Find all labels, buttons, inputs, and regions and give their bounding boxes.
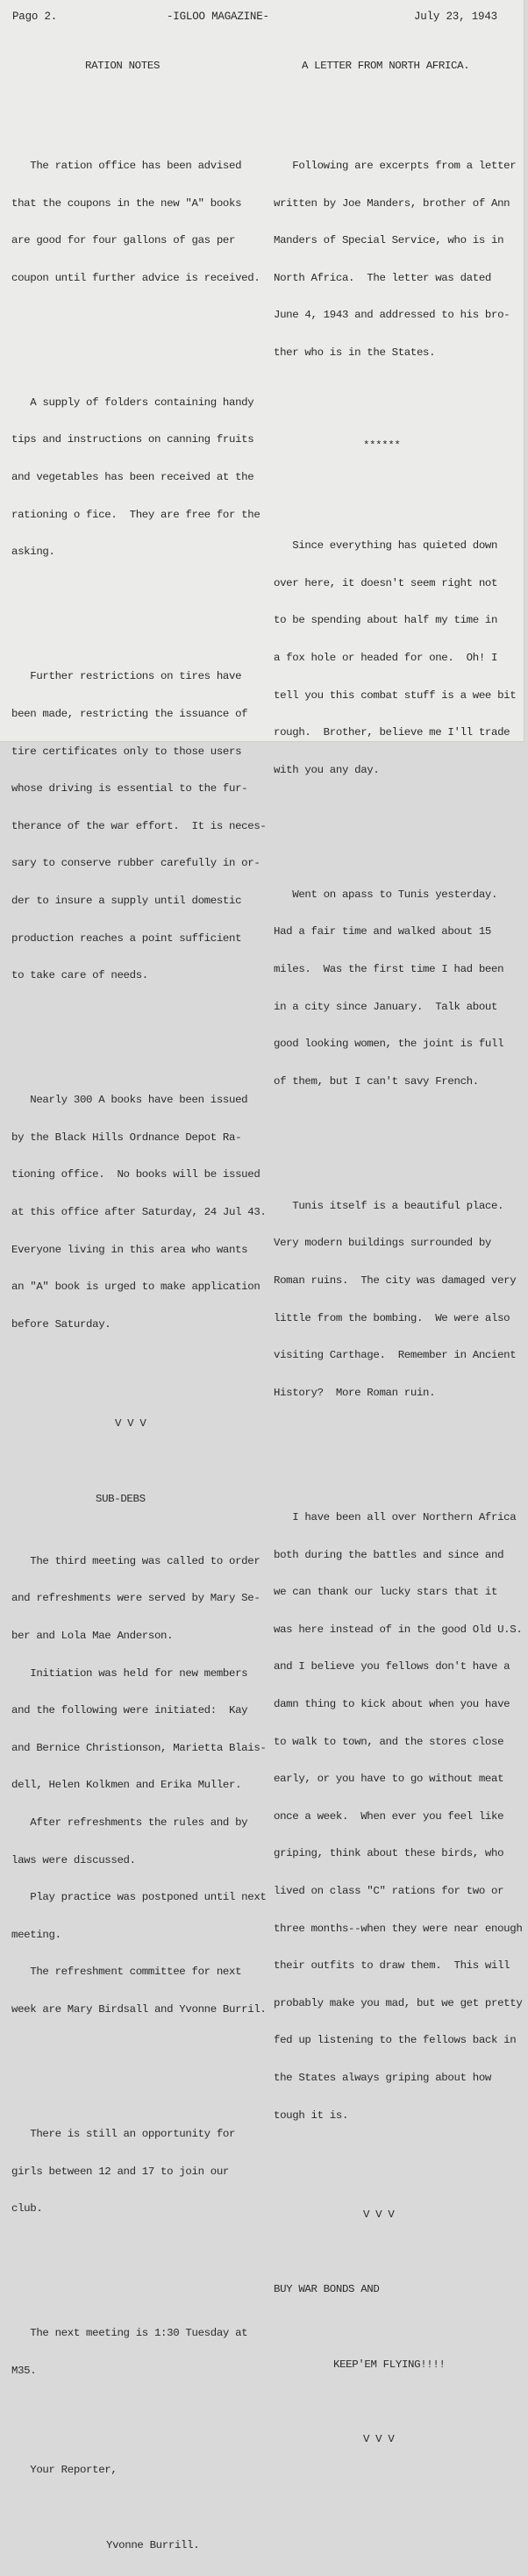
section-divider: V V V bbox=[115, 1417, 146, 1431]
section-divider: V V V bbox=[363, 2432, 395, 2445]
magazine-title: -IGLOO MAGAZINE- bbox=[167, 11, 269, 23]
section-divider: V V V bbox=[363, 2209, 395, 2222]
sub-debs-next-meeting: The next meeting is 1:30 Tuesday at M35. bbox=[11, 2327, 248, 2377]
ration-paragraph-4: Nearly 300 A books have been issued by the Black Hills Ordnance Depot Ra- tioning office. No books will be issued at this office after Saturday, 24 Jul 43. Everyone living in this area who wants an "A" book is urged to make application before Saturday. bbox=[11, 1094, 267, 1331]
letter-paragraph-1: Since everything has quieted down over here, it doesn't seem right not to be spending about half my time in a fox hole or headed for one. Oh! I tell you this combat stuff is a wee bit rough. Brother, believe me I'll trade with you any day. bbox=[274, 539, 517, 776]
ration-paragraph-2: A supply of folders containing handy tips and instructions on canning fruits and vegetables has been received at the rationing o fice. They are free for the asking. bbox=[11, 396, 260, 559]
ration-notes-title: RATION NOTES bbox=[85, 60, 161, 73]
sub-debs-paragraphs: The third meeting was called to order and refreshments were served by Mary Se- ber and Lola Mae Anderson. Initiation was held for new members and the following were initiated: Kay and Bernice Christionson, Marietta Blais- dell, Helen Kolkmen and Erika Muller. After refreshments the rules and by laws were discussed. Play practice was postponed until next meeting. The refreshment committee for next week are Mary Birdsall and Yvonne Burril. bbox=[11, 1554, 267, 2016]
left-column bbox=[11, 35, 266, 2576]
letter-title: A LETTER FROM NORTH AFRICA. bbox=[302, 60, 470, 73]
reporter-signature: Yvonne Burrill. bbox=[106, 2538, 200, 2551]
ration-paragraph-3: Further restrictions on tires have been made, restricting the issuance of tire certificates only to those users whose driving is essential to the fur- therance of the war effort. It is neces- sary to conserve rubber carefully in or- der to insure a supply until domestic production reaches a point sufficient to take care of needs. bbox=[11, 670, 267, 982]
letter-paragraph-3: Tunis itself is a beautiful place. Very modern buildings surrounded by Roman ruins. The city was damaged very little from the bombing. We were also visiting Carthage. Remember in Ancient History? More Roman ruin. bbox=[274, 1199, 517, 1399]
letter-paragraph-2: Went on apass to Tunis yesterday. Had a fair time and walked about 15 miles. Was the first time I had been in a city since January. Talk about good looking women, the joint is full of them, but I can't savy French. bbox=[274, 888, 504, 1088]
closing-line: Your Reporter, bbox=[11, 2464, 118, 2477]
sub-debs-title: SUB-DEBS bbox=[96, 1492, 146, 1505]
letter-intro: Following are excerpts from a letter written by Joe Manders, brother of Ann Manders of Special Service, who is in North Africa. The letter was dated June 4, 1943 and addressed to his bro- ther who is in the States. bbox=[274, 160, 517, 360]
sub-debs-opportunity: There is still an opportunity for girls between 12 and 17 to join our club. bbox=[11, 2128, 236, 2216]
page-number: Pago 2. bbox=[12, 11, 58, 23]
slogan-line-2: KEEP'EM FLYING!!!! bbox=[333, 2358, 446, 2371]
slogan-line-1: BUY WAR BONDS AND bbox=[274, 2283, 380, 2296]
letter-paragraph-4: I have been all over Northern Africa both during the battles and since and we can thank our lucky stars that it was here instead of in the good Old U.S. and I believe you fellows don't have a damn thing to kick about when you have to walk to town, and the stores close early, or you have to go without meat once a week. When ever you feel like griping, think about these birds, who lived on class "C" rations for two or three months--when they were near enough their outfits to draw them. This will probably make you mad, but we get pretty fed up listening to the fellows back in the States always griping about how tough it is. bbox=[274, 1510, 523, 2122]
asterisk-separator: ****** bbox=[363, 439, 401, 453]
right-column bbox=[274, 35, 528, 2470]
issue-date: July 23, 1943 bbox=[414, 11, 497, 23]
ration-paragraph-1: The ration office has been advised that the coupons in the new "A" books are good for four gallons of gas per coupon until further advice is received. bbox=[11, 160, 260, 284]
